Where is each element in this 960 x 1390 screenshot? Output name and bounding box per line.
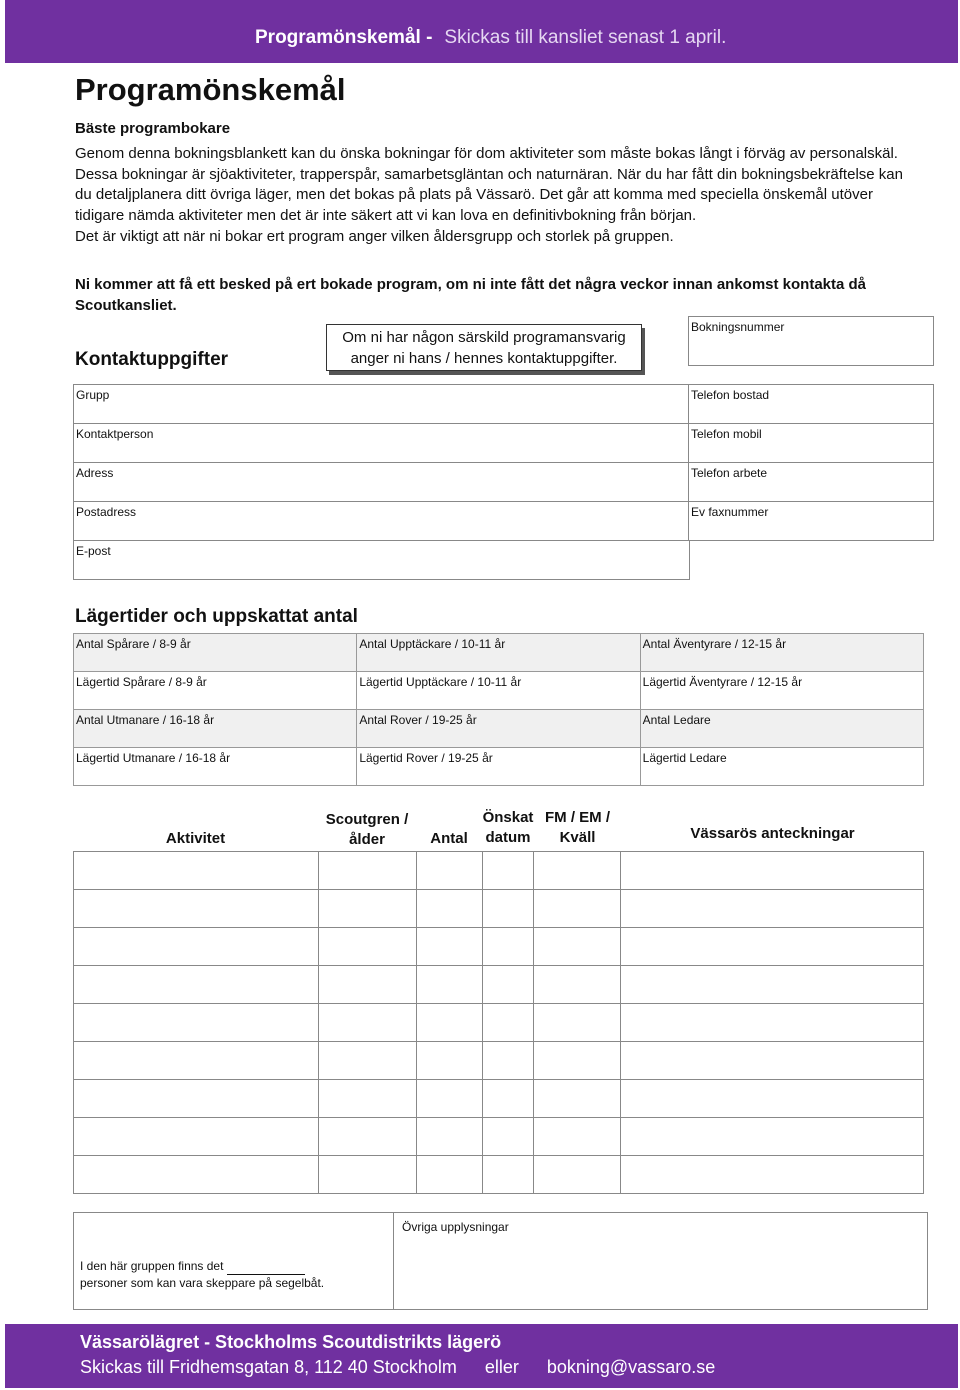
notes-cell[interactable] — [621, 1156, 924, 1194]
epost-label: E-post — [76, 544, 111, 558]
tid-cell[interactable] — [534, 1118, 621, 1156]
camp-cell-label: Antal Äventyrare / 12-15 år — [642, 637, 787, 651]
antal-cell[interactable] — [416, 928, 482, 966]
footer-address: Skickas till Fridhemsgatan 8, 112 40 Stockholm — [80, 1357, 457, 1377]
telefon-arbete-label: Telefon arbete — [691, 466, 768, 480]
faxnummer-label: Ev faxnummer — [691, 505, 769, 519]
booking-number-field[interactable] — [688, 316, 934, 366]
table-row — [74, 672, 924, 710]
table-row — [74, 966, 924, 1004]
antal-cell[interactable] — [416, 1156, 482, 1194]
tid-cell[interactable] — [534, 1156, 621, 1194]
antal-cell[interactable] — [416, 1080, 482, 1118]
telefon-bostad-field[interactable] — [688, 384, 934, 424]
other-info-label: Övriga upplysningar — [402, 1220, 509, 1234]
camp-cell-label: Antal Spårare / 8-9 år — [76, 637, 191, 651]
grupp-label: Grupp — [76, 388, 110, 402]
intro-paragraph-1: Genom denna bokningsblankett kan du önska bokningar för dom aktiviteter som måste bokas långt i förväg av personalskäl. Dessa bokningar är sjöaktiviteter, trapperspår, samarbetsgläntan och naturnäran. När du har fått din bokningsbekräftelse kan du detaljplanera ditt övriga läger, men det bokas på plats på Vässarö. Det går att komma med speciella önskemål utöver tidigare nämda aktiviteter men det är inte säkert att vi kan lova en definitivbokning från början. — [75, 145, 903, 225]
activity-cell[interactable] — [74, 1042, 319, 1080]
camp-cell[interactable] — [640, 748, 923, 786]
table-row — [74, 710, 924, 748]
footer-email[interactable]: bokning@vassaro.se — [546, 1357, 716, 1377]
camp-cell[interactable] — [357, 748, 640, 786]
camp-cell-label: Lägertid Ledare — [642, 751, 727, 765]
header-text — [255, 27, 726, 49]
footer-or: eller — [484, 1357, 519, 1377]
notes-cell[interactable] — [621, 890, 924, 928]
camp-cell[interactable] — [357, 634, 640, 672]
camp-cell-label: Lägertid Upptäckare / 10-11 år — [359, 675, 522, 689]
col-tid-line-1: FM / EM / — [545, 809, 610, 826]
table-row — [74, 1118, 924, 1156]
header-band — [5, 0, 958, 63]
contact-heading: Kontaktuppgifter — [75, 349, 229, 370]
skipper-line-2: personer som kan vara skeppare på segelbåt. — [80, 1276, 325, 1290]
activity-cell[interactable] — [74, 1080, 319, 1118]
camp-cell[interactable] — [640, 710, 923, 748]
antal-cell[interactable] — [416, 1042, 482, 1080]
notes-cell[interactable] — [621, 1080, 924, 1118]
telefon-bostad-label: Telefon bostad — [691, 388, 770, 402]
footer-org: Vässarölägret - Stockholms Scoutdistrikts lägerö — [80, 1332, 502, 1352]
activity-cell[interactable] — [74, 1118, 319, 1156]
activity-cell[interactable] — [74, 1004, 319, 1042]
antal-cell[interactable] — [416, 890, 482, 928]
page-title: Programönskemål — [75, 72, 346, 107]
antal-cell[interactable] — [416, 852, 482, 890]
camp-cell-label: Antal Upptäckare / 10-11 år — [359, 637, 506, 651]
tid-cell[interactable] — [534, 966, 621, 1004]
tid-cell[interactable] — [534, 1004, 621, 1042]
camp-cell[interactable] — [357, 672, 640, 710]
scoutgren-cell[interactable] — [318, 1042, 416, 1080]
booking-number-label: Bokningsnummer — [691, 320, 785, 334]
activity-cell[interactable] — [74, 928, 319, 966]
table-row — [74, 1080, 924, 1118]
activity-cell[interactable] — [74, 966, 319, 1004]
table-row — [74, 852, 924, 890]
tid-cell[interactable] — [534, 1042, 621, 1080]
scoutgren-cell[interactable] — [318, 1118, 416, 1156]
table-row — [74, 748, 924, 786]
table-row — [74, 1004, 924, 1042]
table-row — [74, 1042, 924, 1080]
kontaktperson-field[interactable] — [73, 423, 690, 463]
col-notes: Vässarös anteckningar — [690, 825, 855, 842]
footer-band — [5, 1324, 958, 1388]
adress-field[interactable] — [73, 462, 690, 502]
datum-cell[interactable] — [482, 928, 534, 966]
grupp-field[interactable] — [73, 384, 690, 424]
header-subtitle: Skickas till kansliet senast 1 april. — [444, 27, 727, 48]
activities-body — [74, 852, 924, 1194]
antal-cell[interactable] — [416, 1118, 482, 1156]
tid-cell[interactable] — [534, 928, 621, 966]
camp-cell-label: Lägertid Utmanare / 16-18 år — [76, 751, 231, 765]
intro-text — [75, 144, 905, 248]
col-aktivitet: Aktivitet — [165, 830, 226, 847]
tid-cell[interactable] — [534, 852, 621, 890]
camp-cell-label: Lägertid Spårare / 8-9 år — [76, 675, 207, 689]
scoutgren-cell[interactable] — [318, 890, 416, 928]
intro-paragraph-2: Det är viktigt att när ni bokar ert program anger vilken åldersgrupp och storlek på gruppen. — [75, 227, 674, 245]
datum-cell[interactable] — [482, 1080, 534, 1118]
other-info-divider — [393, 1212, 394, 1310]
notes-cell[interactable] — [621, 852, 924, 890]
camp-cell-label: Antal Rover / 19-25 år — [359, 713, 477, 727]
scoutgren-cell[interactable] — [318, 928, 416, 966]
scoutgren-cell[interactable] — [318, 966, 416, 1004]
camp-heading: Lägertider och uppskattat antal — [75, 606, 358, 627]
skipper-line-1: I den här gruppen finns det — [80, 1259, 224, 1273]
camp-cell[interactable] — [640, 672, 923, 710]
activity-cell[interactable] — [74, 852, 319, 890]
table-row — [74, 890, 924, 928]
datum-cell[interactable] — [482, 1118, 534, 1156]
kontaktperson-label: Kontaktperson — [76, 427, 154, 441]
col-scoutgren — [318, 810, 416, 850]
antal-cell[interactable] — [416, 966, 482, 1004]
telefon-arbete-field[interactable] — [688, 462, 934, 502]
scoutgren-cell[interactable] — [318, 1156, 416, 1194]
col-tid-line-2: Kväll — [559, 829, 596, 846]
camp-cell[interactable] — [74, 672, 357, 710]
callout-line-1: Om ni har någon särskild programansvarig — [342, 329, 626, 346]
footer-address-line — [80, 1357, 743, 1378]
camp-cell-label: Antal Utmanare / 16-18 år — [76, 713, 215, 727]
camp-cell[interactable] — [357, 710, 640, 748]
col-antal: Antal — [430, 830, 468, 847]
camp-cell-label: Lägertid Rover / 19-25 år — [359, 751, 493, 765]
camp-cell-label: Antal Ledare — [642, 713, 711, 727]
notes-cell[interactable] — [621, 1118, 924, 1156]
col-scoutgren-line-1: Scoutgren / — [325, 811, 409, 828]
notes-cell[interactable] — [621, 966, 924, 1004]
scoutgren-cell[interactable] — [318, 852, 416, 890]
adress-label: Adress — [76, 466, 114, 480]
tid-cell[interactable] — [534, 890, 621, 928]
epost-field[interactable] — [73, 540, 690, 580]
col-tid — [534, 808, 621, 848]
datum-cell[interactable] — [482, 966, 534, 1004]
notes-cell[interactable] — [621, 928, 924, 966]
tid-cell[interactable] — [534, 1080, 621, 1118]
camp-table — [73, 633, 924, 786]
notes-cell[interactable] — [621, 1004, 924, 1042]
activities-table — [73, 851, 924, 1194]
postadress-field[interactable] — [73, 501, 690, 541]
telefon-mobil-label: Telefon mobil — [691, 427, 762, 441]
datum-cell[interactable] — [482, 1042, 534, 1080]
datum-cell[interactable] — [482, 852, 534, 890]
camp-cell[interactable] — [74, 710, 357, 748]
skipper-text — [80, 1258, 324, 1292]
scoutgren-cell[interactable] — [318, 1004, 416, 1042]
notice-text: Ni kommer att få ett besked på ert bokade program, om ni inte fått det några veckor innan ankomst kontakta då Scoutkansliet. — [75, 276, 867, 314]
camp-cell[interactable] — [74, 748, 357, 786]
faxnummer-field[interactable] — [688, 501, 934, 541]
activity-cell[interactable] — [74, 890, 319, 928]
table-row — [74, 1156, 924, 1194]
callout-box — [326, 324, 642, 371]
callout-line-2: anger ni hans / hennes kontaktuppgifter. — [350, 350, 618, 367]
col-datum-line-2: datum — [485, 829, 531, 846]
activity-cell[interactable] — [74, 1156, 319, 1194]
postadress-label: Postadress — [76, 505, 137, 519]
notes-cell[interactable] — [621, 1042, 924, 1080]
scoutgren-cell[interactable] — [318, 1080, 416, 1118]
table-row — [74, 634, 924, 672]
antal-cell[interactable] — [416, 1004, 482, 1042]
col-datum-line-1: Önskat — [482, 809, 534, 826]
col-datum — [482, 808, 534, 848]
camp-cell[interactable] — [74, 634, 357, 672]
datum-cell[interactable] — [482, 1156, 534, 1194]
telefon-mobil-field[interactable] — [688, 423, 934, 463]
camp-cell-label: Lägertid Äventyrare / 12-15 år — [642, 675, 803, 689]
datum-cell[interactable] — [482, 1004, 534, 1042]
camp-cell[interactable] — [640, 634, 923, 672]
col-scoutgren-line-2: ålder — [349, 831, 385, 848]
header-title: Programönskemål - — [255, 27, 433, 48]
lead-text: Bäste programbokare — [75, 120, 231, 137]
datum-cell[interactable] — [482, 890, 534, 928]
table-row — [74, 928, 924, 966]
